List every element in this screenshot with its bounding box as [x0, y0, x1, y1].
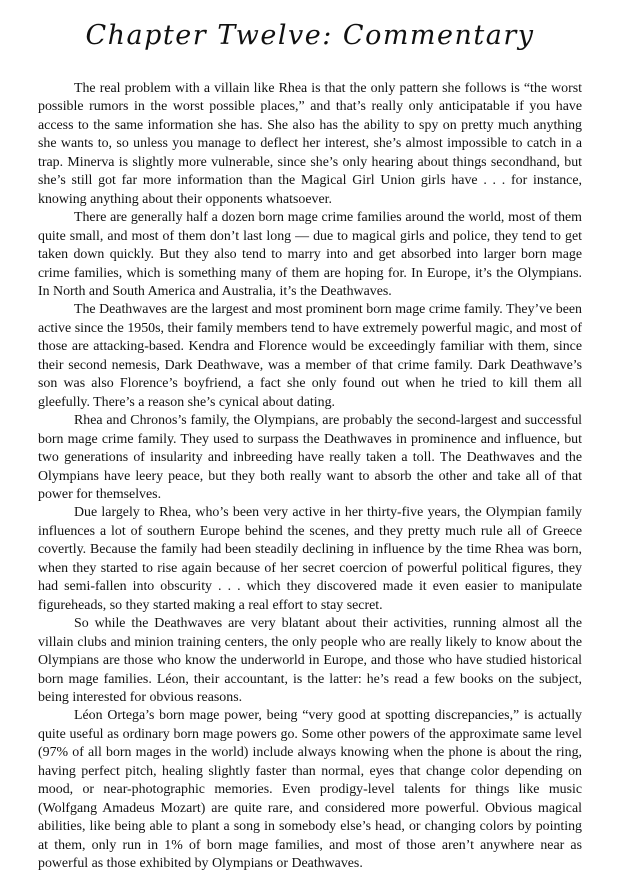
document-page [38, 0, 582, 872]
paragraph: Léon Ortega’s born mage power, being “very good at spotting discrepancies,” is actually quite useful as ordinary born mage powers go. Some other powers of the approximate same level (97% of all born mages in the world) include always knowing when the phone is about the ring, having perfect pitch, healing slightly faster than normal, eyes that change color depending on mood, or near-photographic memories. Even prodigy-level talents for things like music (Wolfgang Amadeus Mozart) are quite rare, and considered more powerful. Obvious magical abilities, like being able to plant a song in somebody else’s head, or changing colors by pointing at them, only run in 1% of born mage families, and most of those aren’t anywhere near as powerful as those exhibited by Olympians or Deathwaves. [38, 708, 582, 872]
paragraph: Rhea and Chronos’s family, the Olympians, are probably the second-largest and successful born mage crime family. They used to surpass the Deathwaves in prominence and influence, but two generations of insularity and inbreeding have really taken a toll. The Deathwaves and the Olympians have leery peace, but they both really want to absorb the other and take all of that power for themselves. [38, 413, 582, 502]
chapter-title: Chapter Twelve: Commentary [85, 20, 535, 51]
paragraph: So while the Deathwaves are very blatant about their activities, running almost all the villain clubs and minion training centers, the only people who are really likely to know about the Olympians are those who know the underworld in Europe, and those who have studied historical born mage families. Léon, their accountant, is the latter: he’s read a few books on the subject, being interested for obvious reasons. [38, 616, 582, 705]
paragraph: There are generally half a dozen born mage crime families around the world, most of them quite small, and most of them don’t last long — due to magical girls and police, they tend to get taken down quickly. But they also tend to marry into and get absorbed into larger born mage crime families, which is something many of them are hoping for. In Europe, it’s the Olympians. In North and South America and Australia, it’s the Deathwaves. [38, 210, 582, 299]
paragraph: The Deathwaves are the largest and most prominent born mage crime family. They’ve been active since the 1950s, their family members tend to have extremely powerful magic, and most of those are attacking-based. Kendra and Florence would be exceedingly familiar with them, since their second nemesis, Dark Deathwave, was a member of that crime family. Dark Deathwave’s son was also Florence’s boyfriend, a fact she only found out when he tried to kill them all gleefully. There’s a reason she’s cynical about dating. [38, 302, 582, 410]
commentary-body [38, 80, 582, 873]
paragraph: Due largely to Rhea, who’s been very active in her thirty-five years, the Olympian family influences a lot of southern Europe behind the scenes, and they pretty much rule all of Greece covertly. Because the family had been steadily declining in influence by the time Rhea was born, when they started to rise again because of her secret coercion of powerful political figures, they had semi-fallen into obscurity . . . which they discovered made it even easier to manipulate figureheads, so they started making a real effort to stay secret. [38, 505, 582, 613]
paragraph: The real problem with a villain like Rhea is that the only pattern she follows is “the worst possible rumors in the worst possible places,” and that’s really only anticipatable if you have access to the same information she has. She also has the ability to spy on pretty much anything she wants to, so unless you manage to deflect her interest, she’s almost impossible to catch in a trap. Minerva is slightly more vulnerable, since she’s only hearing about things secondhand, but she’s still got far more information than the Magical Girl Union girls have . . . for instance, knowing anything about their opponents whatsoever. [38, 81, 582, 207]
